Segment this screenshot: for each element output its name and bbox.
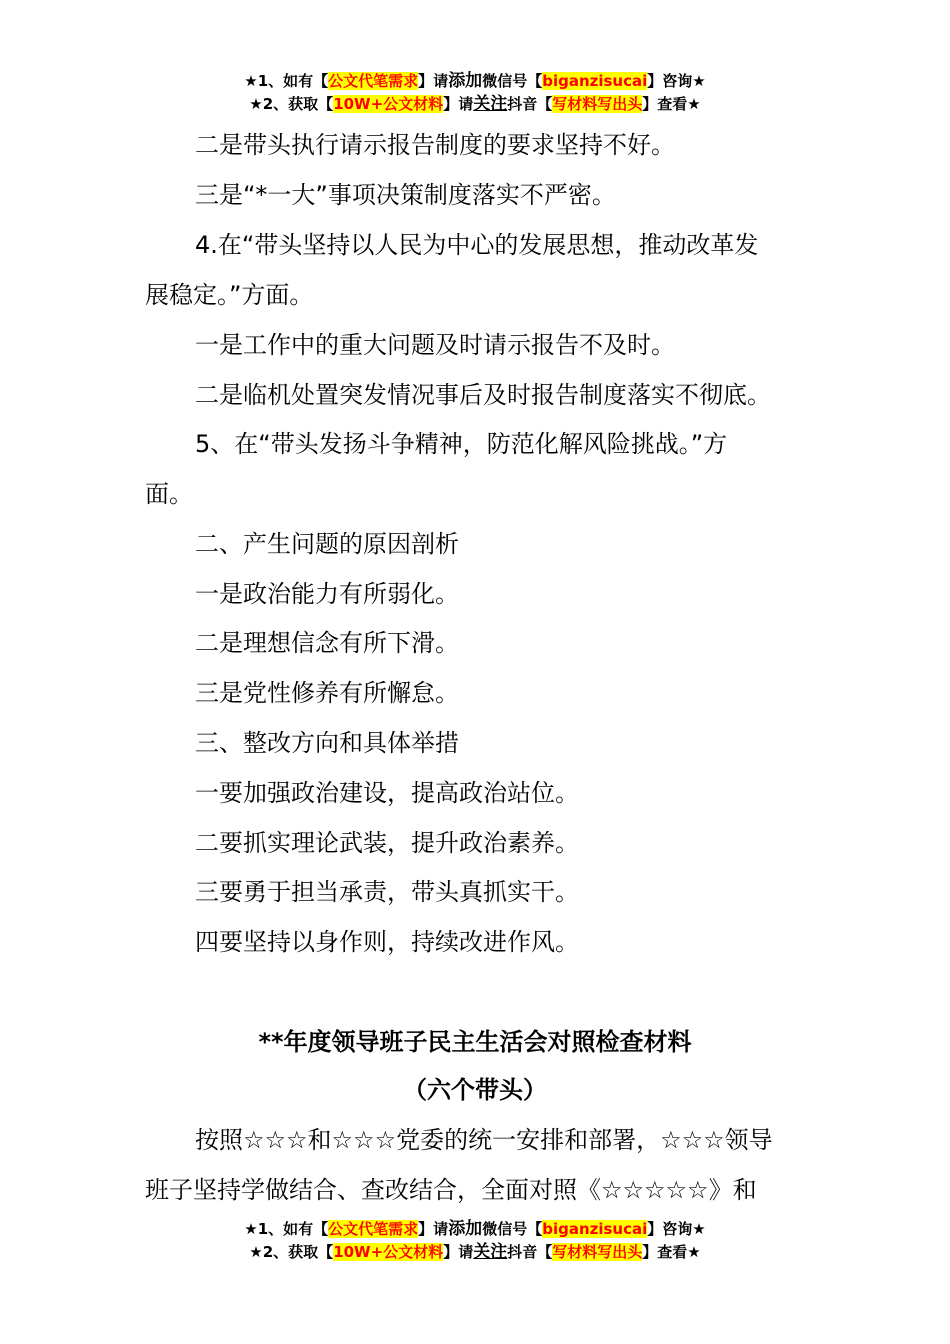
banner-text: ★2、获取【: [249, 1243, 334, 1261]
paragraph-line: 二是带头执行请示报告制度的要求坚持不好。: [195, 131, 675, 159]
paragraph-line: 展稳定。”方面。: [145, 281, 314, 309]
banner-line-2: [0, 1241, 950, 1263]
banner-text: 】查看★: [642, 95, 701, 113]
banner-emphasis: 添加: [448, 71, 483, 91]
paragraph-line: 按照☆☆☆和☆☆☆党委的统一安排和部署，☆☆☆领导: [195, 1126, 773, 1154]
banner-text: ★2、获取【: [249, 95, 334, 113]
banner-text: 抖音【: [507, 1243, 553, 1261]
banner-highlight: 写材料写出头: [552, 1243, 643, 1261]
banner-highlight: 写材料写出头: [552, 95, 643, 113]
document-subtitle: （六个带头）: [403, 1076, 547, 1104]
banner-text: 】请: [418, 1220, 449, 1238]
banner-highlight: 公文代笔需求: [328, 72, 419, 90]
banner-line-2: [0, 93, 950, 115]
banner-line-1: [0, 1218, 950, 1240]
banner-emphasis: 关注: [473, 1242, 508, 1262]
banner-text: ★1、如有【: [244, 1220, 329, 1238]
banner-highlight: 10W+公文材料: [333, 95, 444, 113]
banner-text: ★1、如有【: [244, 72, 329, 90]
paragraph-line: 三要勇于担当承责，带头真抓实干。: [195, 878, 579, 906]
paragraph-line: 二是临机处置突发情况事后及时报告制度落实不彻底。: [195, 381, 771, 409]
banner-highlight: 公文代笔需求: [328, 1220, 419, 1238]
paragraph-line: 二是理想信念有所下滑。: [195, 629, 459, 657]
paragraph-line: 二要抓实理论武装，提升政治素养。: [195, 829, 579, 857]
banner-highlight: 10W+公文材料: [333, 1243, 444, 1261]
banner-text: 】咨询★: [647, 1220, 706, 1238]
paragraph-line: 一是工作中的重大问题及时请示报告不及时。: [195, 331, 675, 359]
banner-text: 】咨询★: [647, 72, 706, 90]
paragraph-line: 一要加强政治建设，提高政治站位。: [195, 779, 579, 807]
paragraph-line: 三是党性修养有所懈怠。: [195, 679, 459, 707]
banner-text: 微信号【: [482, 72, 543, 90]
section-heading: 二、产生问题的原因剖析: [195, 530, 459, 558]
banner-line-1: [0, 70, 950, 92]
document-title: **年度领导班子民主生活会对照检查材料: [258, 1028, 692, 1056]
banner-highlight: biganzisucai: [542, 72, 648, 90]
banner-emphasis: 添加: [448, 1219, 483, 1239]
banner-text: 微信号【: [482, 1220, 543, 1238]
banner-emphasis: 关注: [473, 94, 508, 114]
banner-highlight: biganzisucai: [542, 1220, 648, 1238]
banner-text: 】请: [443, 1243, 474, 1261]
banner-text: 】请: [443, 95, 474, 113]
section-heading: 三、整改方向和具体举措: [195, 729, 459, 757]
banner-text: 】查看★: [642, 1243, 701, 1261]
paragraph-line: 班子坚持学做结合、查改结合，全面对照《☆☆☆☆☆》和: [145, 1176, 757, 1204]
banner-text: 】请: [418, 72, 449, 90]
banner-text: 抖音【: [507, 95, 553, 113]
paragraph-line: 5、在“带头发扬斗争精神，防范化解风险挑战。”方: [195, 430, 728, 458]
paragraph-line: 4.在“带头坚持以人民为中心的发展思想，推动改革发: [195, 231, 759, 259]
paragraph-line: 三是“*一大”事项决策制度落实不严密。: [195, 181, 616, 209]
paragraph-line: 面。: [145, 480, 193, 508]
paragraph-line: 一是政治能力有所弱化。: [195, 580, 459, 608]
paragraph-line: 四要坚持以身作则，持续改进作风。: [195, 928, 579, 956]
